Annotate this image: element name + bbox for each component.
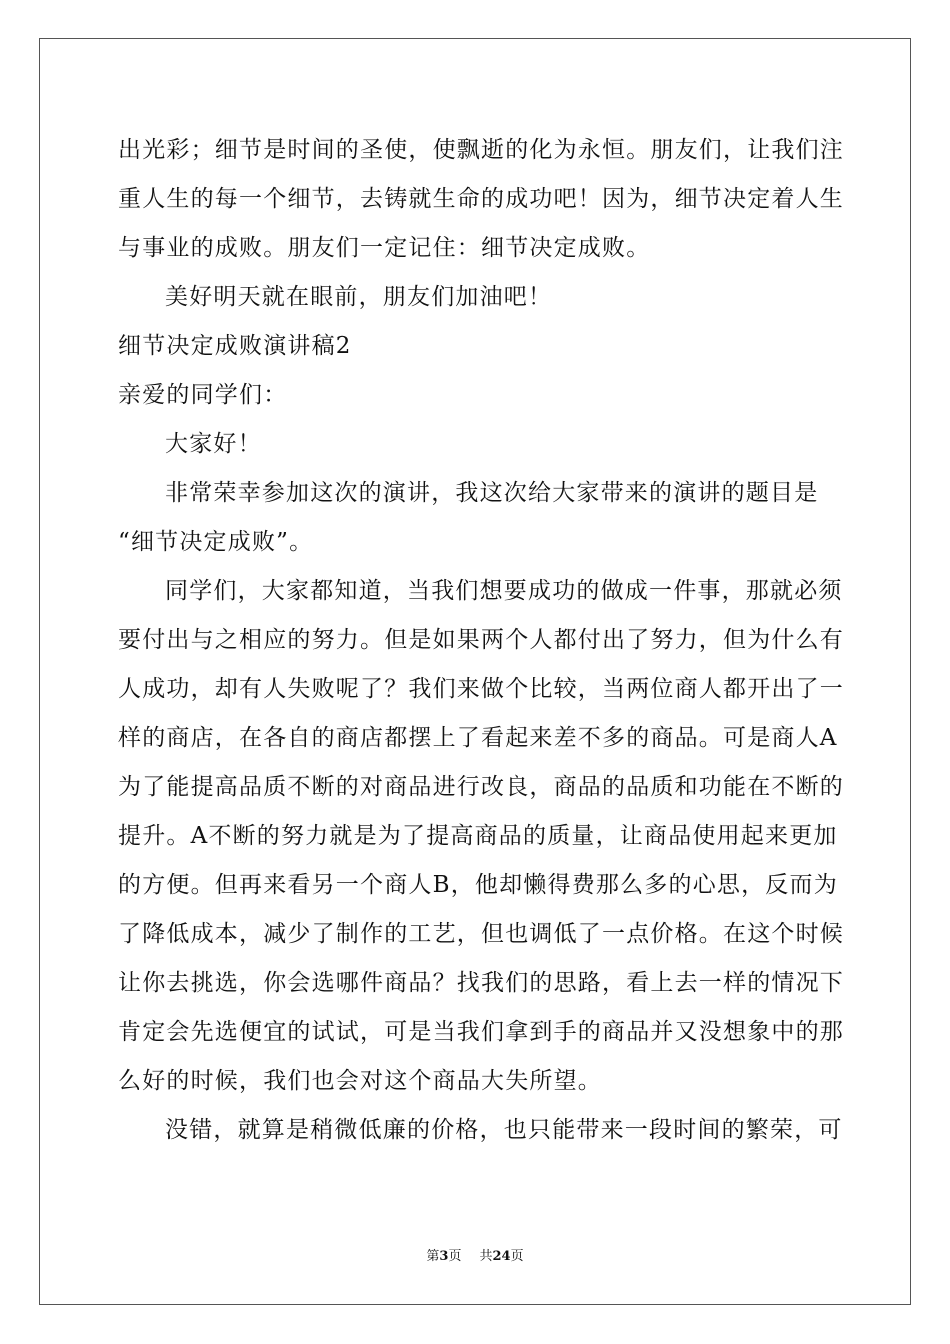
text-line: 出光彩；细节是时间的圣使，使飘逝的化为永恒。朋友们，让我们注 [118, 137, 844, 163]
text-line: 提升。A不断的努力就是为了提高商品的质量，让商品使用起来更加 [118, 823, 838, 849]
text-line: 人成功，却有人失败呢了？我们来做个比较，当两位商人都开出了一 [118, 676, 844, 702]
text-line: 么好的时候，我们也会对这个商品大失所望。 [118, 1068, 602, 1094]
page-prefix: 第 [426, 1249, 440, 1264]
text-line: 没错，就算是稍微低廉的价格，也只能带来一段时间的繁荣，可 [165, 1117, 843, 1143]
text-line: 样的商店，在各自的商店都摆上了看起来差不多的商品。可是商人A [118, 725, 838, 751]
text-line: 大家好！ [165, 431, 262, 457]
total-suffix: 页 [510, 1249, 524, 1264]
text-line: 肯定会先选便宜的试试，可是当我们拿到手的商品并又没想象中的那 [118, 1019, 844, 1045]
page-footer [0, 1245, 950, 1264]
text-line: 非常荣幸参加这次的演讲，我这次给大家带来的演讲的题目是 [165, 480, 819, 506]
text-line: 为了能提高品质不断的对商品进行改良，商品的品质和功能在不断的 [118, 774, 844, 800]
text-line: 让你去挑选，你会选哪件商品？找我们的思路，看上去一样的情况下 [118, 970, 844, 996]
total-prefix: 共 [479, 1249, 493, 1264]
text-line: 要付出与之相应的努力。但是如果两个人都付出了努力，但为什么有 [118, 627, 844, 653]
page-suffix: 页 [448, 1249, 462, 1264]
text-line: 与事业的成败。朋友们一定记住：细节决定成败。 [118, 235, 651, 261]
text-line: 重人生的每一个细节，去铸就生命的成功吧！因为，细节决定着人生 [118, 186, 844, 212]
text-line: 了降低成本，减少了制作的工艺，但也调低了一点价格。在这个时候 [118, 921, 844, 947]
text-line: 亲爱的同学们： [118, 382, 288, 408]
page-number: 3 [439, 1249, 449, 1264]
text-line: 的方便。但再来看另一个商人B，他却懒得费那么多的心思，反而为 [118, 872, 838, 898]
total-pages: 24 [492, 1249, 511, 1264]
text-line: 美好明天就在眼前，朋友们加油吧！ [165, 284, 553, 310]
text-line: 同学们，大家都知道，当我们想要成功的做成一件事，那就必须 [165, 578, 843, 604]
text-line: 细节决定成败演讲稿2 [118, 333, 352, 359]
document-body [118, 126, 844, 1155]
text-line: “细节决定成败”。 [118, 529, 314, 555]
